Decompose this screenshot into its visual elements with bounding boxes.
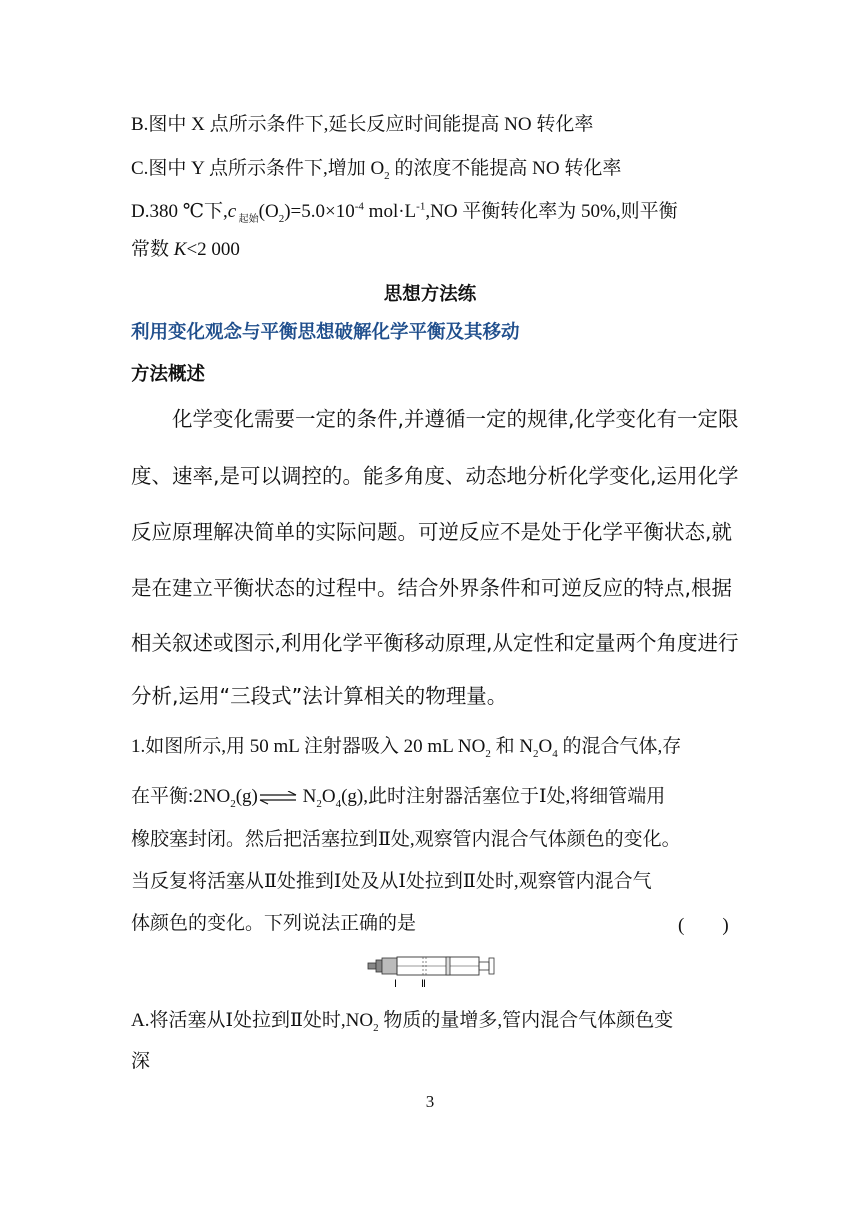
option-d-line1: D.380 ℃下,c $_{起始}(O_2)=5.0\times 10^{-4}$ $mol\cdot L^{-1},NO$ 平衡转化率为 50%,则平衡 (131, 200, 678, 225)
syringe-diagram (366, 954, 498, 988)
paragraph-line-5: 相关叙述或图示,利用化学平衡移动原理,从定性和定量两个角度进行 (131, 631, 739, 655)
label-position-i: Ⅰ (394, 979, 397, 988)
method-heading: 方法概述 (131, 364, 206, 385)
paragraph-line-3: 反应原理解决简单的实际问题。可逆反应不是处于化学平衡状态,就 (131, 520, 733, 544)
question-1-line1: 1.如图所示,用 50 mL 注射器吸入 20 mL $NO_2$ 和 $N_2O_4$ 的混合气体,存 (131, 736, 682, 760)
option-c: C.图中 Y 点所示条件下,增加 $O_2$ 的浓度不能提高 NO 转化率 (131, 158, 622, 182)
question-1-line3: 橡胶塞封闭。然后把活塞拉到Ⅱ处,观察管内混合气体颜色的变化。 (131, 829, 681, 850)
option-d-line2: 常数 K<2 000 (131, 239, 240, 260)
paragraph-line-4: 是在建立平衡状态的过程中。结合外界条件和可逆反应的特点,根据 (131, 576, 733, 600)
equilibrium-arrow-icon (258, 791, 298, 805)
paragraph-line-2: 度、速率,是可以调控的。能多角度、动态地分析化学变化,运用化学 (131, 464, 739, 488)
topic-heading: 利用变化观念与平衡思想破解化学平衡及其移动 (131, 322, 520, 343)
option-a-line1: A.将活塞从Ⅰ处拉到Ⅱ处时$,NO_2$ 物质的量增多,管内混合气体颜色变 (131, 1010, 674, 1034)
paragraph-line-6: 分析,运用“三段式”法计算相关的物理量。 (131, 684, 508, 708)
question-1-line4: 当反复将活塞从Ⅱ处推到Ⅰ处及从Ⅰ处拉到Ⅱ处时,观察管内混合气 (131, 871, 652, 892)
label-position-ii: Ⅱ (421, 979, 426, 988)
paragraph-line-1: 化学变化需要一定的条件,并遵循一定的规律,化学变化有一定限 (172, 407, 739, 431)
option-a-line2: 深 (131, 1051, 151, 1072)
answer-parentheses: ( ) (678, 915, 729, 936)
page-number: 3 (425, 1092, 435, 1111)
section-title: 思想方法练 (383, 284, 477, 305)
question-1-line2: 在平衡$:2NO_2(g)$ $N_2O_4(g)$,此时注射器活塞位于Ⅰ处,将细管端用 (131, 786, 666, 810)
option-b: B.图中 X 点所示条件下,延长反应时间能提高 NO 转化率 (131, 114, 594, 135)
question-1-line5: 体颜色的变化。下列说法正确的是 (131, 913, 417, 934)
